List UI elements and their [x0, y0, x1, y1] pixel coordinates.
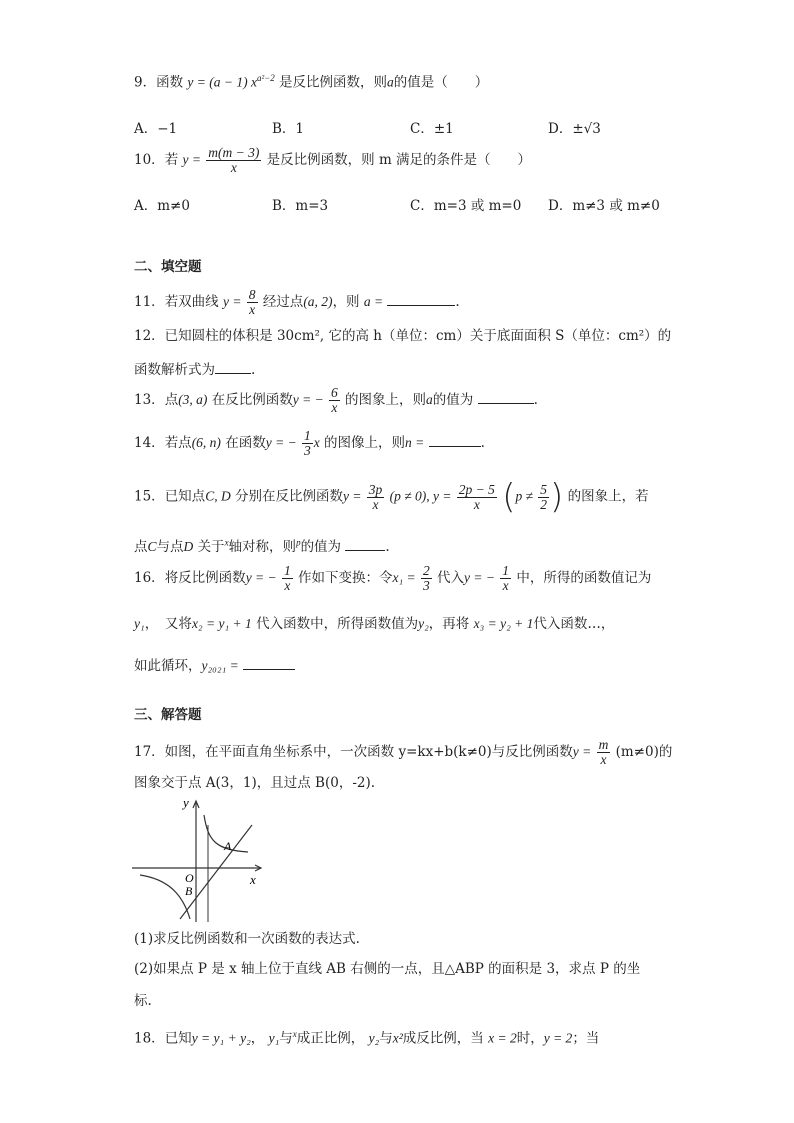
q16-line2: y₁， 又将x₂ = y₁ + 1 代入函数中，所得函数值为y₂，再将 x₃ = y₂ + 1代入函数…， [134, 616, 615, 632]
q9-option-b: B．1 [272, 121, 305, 137]
q14: 14．若点(6, n) 在函数y = − $\frac{1}{3}$ x 的图像上，则n = . [134, 428, 485, 458]
point-b-label: B [185, 884, 193, 898]
q15-line1: 15．已知点C, D 分别在反比例函数y = $\frac{3p}{x}$ (p ≠ 0), y = $\frac{2p - 5}{x}$ (p ≠ $\frac{5}{2}$ ) 的图象上，若 [134, 477, 649, 517]
q17-figure [128, 795, 268, 925]
hyperbola-branch-2 [140, 875, 190, 919]
answer-blank [478, 391, 534, 404]
q9-option-a: A．−1 [134, 121, 178, 137]
q10-option-b: B．m=3 [272, 198, 329, 214]
q17-part2-line2: 标. [134, 993, 152, 1009]
q13: 13．点(3, a) 在反比例函数y = − $\frac{6}{x}$ 的图象上，则a的值为 . [134, 385, 538, 415]
x-label: x [250, 872, 256, 887]
q17-line2: 图象交于点 A(3，1)，且过点 B(0，-2). [134, 775, 376, 791]
q18-line1: 18．已知y = y₁ + y₂， y₁与$^x$成正比例， y₂与x²成反比例，当 x = 2时，y = 2；当 [134, 1029, 600, 1047]
q16-line1: 16．将反比例函数y = − $\frac{1}{x}$ 作如下变换：令x₁ = $\frac{2}{3}$ 代入y = − $\frac{1}{x}$ 中，所得的函数值记为 [134, 563, 652, 593]
section-solutions: 三、解答题 [134, 707, 202, 723]
answer-blank [429, 434, 481, 447]
origin-label: O [185, 871, 194, 885]
q10-option-d: D．m≠3 或 m≠0 [548, 198, 660, 214]
answer-blank [243, 657, 295, 670]
point-a-label: A [224, 839, 232, 853]
q15-line2: 点C与点D 关于$^x$轴对称，则$^p$的值为 . [134, 537, 390, 555]
q10-stem: 10．若 y = $\frac{m(m - 3)}{x}$ 是反比例函数，则 m 满足的条件是（ ） [134, 145, 532, 175]
q11: 11．若双曲线 y = $\frac{8}{x}$ 经过点(a, 2)，则 a = . [134, 287, 460, 317]
q12-line1: 12．已知圆柱的体积是 30cm², 它的高 h（单位：cm）关于底面面积 S（单位：cm²）的 [134, 328, 672, 344]
section-fill-in: 二、填空题 [134, 259, 202, 275]
q16-line3: 如此循环，y₂₀₂₁ = [134, 657, 295, 674]
q17-part1: (1)求反比例函数和一次函数的表达式. [134, 931, 360, 947]
q17-line1: 17．如图，在平面直角坐标系中，一次函数 y=kx+b(k≠0)与反比例函数y = $\frac{m}{x}$ (m≠0)的 [134, 737, 673, 767]
q10-option-a: A．m≠0 [134, 198, 190, 214]
q9-stem: 9．函数 y = (a − 1) $x^{a^2-2}$ 是反比例函数，则a的值是（ ） [134, 73, 489, 91]
q10-option-c: C．m=3 或 m=0 [410, 198, 522, 214]
answer-blank [215, 361, 251, 374]
q9-option-d: D．±√3 [548, 121, 601, 137]
answer-blank [345, 538, 385, 551]
q9-option-c: C．±1 [410, 121, 454, 137]
q17-part2-line1: (2)如果点 P 是 x 轴上位于直线 AB 右侧的一点，且△ABP 的面积是 3，求点 P 的坐 [134, 961, 641, 977]
answer-blank [387, 293, 455, 306]
y-label: y [183, 795, 189, 810]
q12-line2: 函数解析式为 . [134, 362, 256, 378]
